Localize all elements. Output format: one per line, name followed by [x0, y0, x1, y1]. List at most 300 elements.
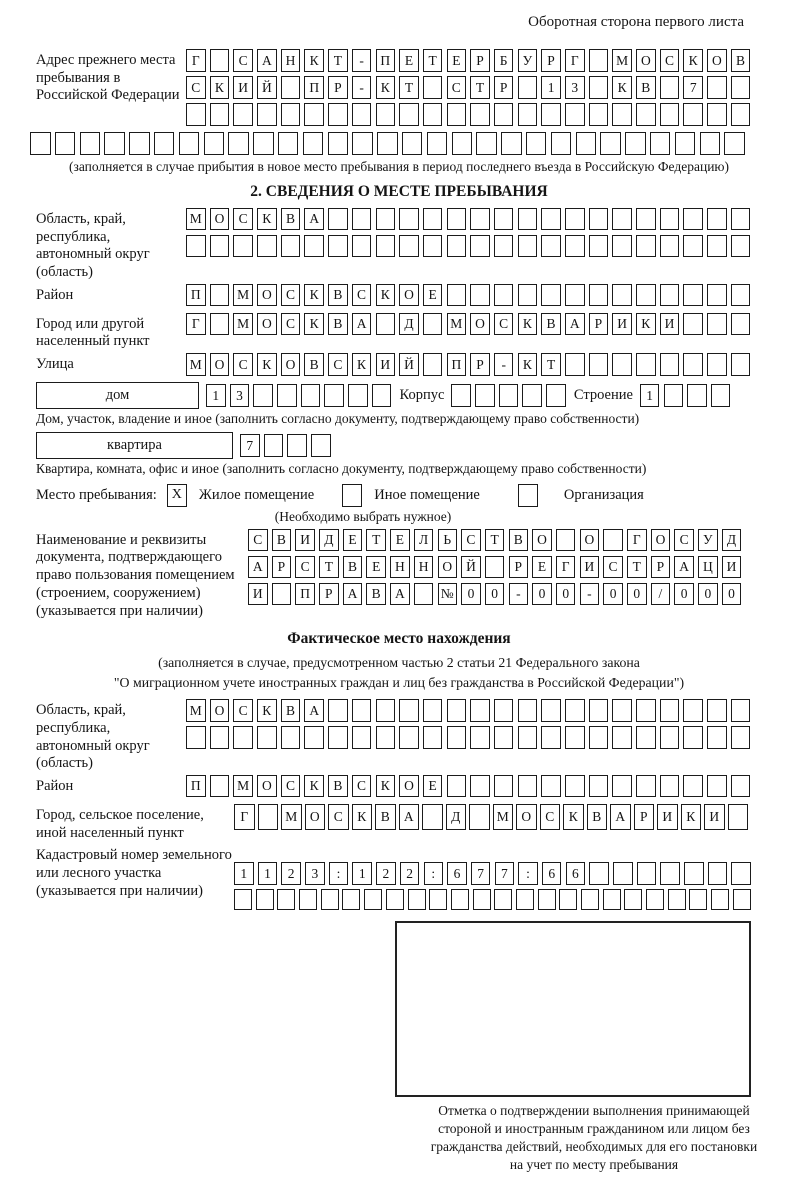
char-cell[interactable]: Т: [423, 49, 443, 72]
char-cell[interactable]: В: [281, 699, 301, 722]
char-cell[interactable]: [233, 235, 253, 258]
char-cell[interactable]: [660, 699, 680, 722]
char-cell[interactable]: [328, 699, 348, 722]
char-cell[interactable]: [660, 775, 680, 798]
char-cell[interactable]: К: [376, 775, 396, 798]
char-cell[interactable]: В: [636, 76, 656, 99]
char-cell[interactable]: [258, 804, 279, 830]
char-cell[interactable]: 2: [400, 862, 420, 885]
char-cell[interactable]: Р: [328, 76, 348, 99]
char-cell[interactable]: [179, 132, 200, 155]
char-cell[interactable]: [565, 208, 585, 231]
char-cell[interactable]: [683, 235, 703, 258]
char-cell[interactable]: [476, 132, 497, 155]
char-cell[interactable]: -: [509, 583, 529, 606]
char-cell[interactable]: [636, 235, 656, 258]
char-cell[interactable]: [423, 699, 443, 722]
char-cell[interactable]: [707, 699, 727, 722]
char-cell[interactable]: [731, 208, 751, 231]
char-cell[interactable]: П: [304, 76, 324, 99]
char-cell[interactable]: [612, 775, 632, 798]
char-cell[interactable]: [612, 103, 632, 126]
char-cell[interactable]: Л: [414, 529, 434, 552]
char-cell[interactable]: [328, 103, 348, 126]
char-cell[interactable]: С: [328, 804, 349, 830]
char-cell[interactable]: [612, 208, 632, 231]
char-cell[interactable]: [636, 284, 656, 307]
char-cell[interactable]: [683, 208, 703, 231]
char-cell[interactable]: Г: [627, 529, 647, 552]
char-cell[interactable]: Б: [494, 49, 514, 72]
char-cell[interactable]: Р: [651, 556, 671, 579]
char-cell[interactable]: [281, 235, 301, 258]
char-cell[interactable]: [277, 384, 297, 407]
char-cell[interactable]: [683, 353, 703, 376]
char-cell[interactable]: :: [518, 862, 538, 885]
char-cell[interactable]: В: [343, 556, 363, 579]
char-cell[interactable]: [399, 103, 419, 126]
char-cell[interactable]: [402, 132, 423, 155]
char-cell[interactable]: [660, 353, 680, 376]
char-cell[interactable]: [55, 132, 76, 155]
char-cell[interactable]: [423, 313, 443, 336]
char-cell[interactable]: 6: [542, 862, 562, 885]
char-cell[interactable]: [559, 889, 577, 910]
char-cell[interactable]: [551, 132, 572, 155]
char-cell[interactable]: [518, 208, 538, 231]
char-cell[interactable]: [625, 132, 646, 155]
char-cell[interactable]: [684, 862, 704, 885]
char-cell[interactable]: [299, 889, 317, 910]
char-cell[interactable]: Г: [556, 556, 576, 579]
char-cell[interactable]: [470, 726, 490, 749]
char-cell[interactable]: [186, 235, 206, 258]
char-cell[interactable]: 1: [541, 76, 561, 99]
char-cell[interactable]: К: [636, 313, 656, 336]
char-cell[interactable]: К: [376, 284, 396, 307]
char-cell[interactable]: В: [375, 804, 396, 830]
char-cell[interactable]: С: [281, 775, 301, 798]
char-cell[interactable]: И: [660, 313, 680, 336]
char-cell[interactable]: А: [352, 313, 372, 336]
char-cell[interactable]: [204, 132, 225, 155]
char-cell[interactable]: [707, 775, 727, 798]
char-cell[interactable]: [494, 284, 514, 307]
char-cell[interactable]: [612, 235, 632, 258]
char-cell[interactable]: [731, 235, 751, 258]
char-cell[interactable]: 0: [556, 583, 576, 606]
char-cell[interactable]: Р: [541, 49, 561, 72]
char-cell[interactable]: 1: [352, 862, 372, 885]
char-cell[interactable]: М: [612, 49, 632, 72]
char-cell[interactable]: [603, 889, 621, 910]
char-cell[interactable]: О: [305, 804, 326, 830]
char-cell[interactable]: В: [328, 284, 348, 307]
char-cell[interactable]: [731, 76, 751, 99]
char-cell[interactable]: [731, 699, 751, 722]
char-cell[interactable]: [452, 132, 473, 155]
char-cell[interactable]: К: [376, 76, 396, 99]
char-cell[interactable]: [612, 699, 632, 722]
char-cell[interactable]: [451, 384, 471, 407]
char-cell[interactable]: [613, 862, 633, 885]
char-cell[interactable]: [541, 103, 561, 126]
char-cell[interactable]: Е: [399, 49, 419, 72]
char-cell[interactable]: И: [295, 529, 315, 552]
char-cell[interactable]: Е: [366, 556, 386, 579]
char-cell[interactable]: [660, 862, 680, 885]
char-cell[interactable]: [707, 284, 727, 307]
char-cell[interactable]: [256, 889, 274, 910]
char-cell[interactable]: [526, 132, 547, 155]
char-cell[interactable]: Т: [319, 556, 339, 579]
char-cell[interactable]: 2: [376, 862, 396, 885]
char-cell[interactable]: [470, 775, 490, 798]
char-cell[interactable]: 1: [640, 384, 660, 407]
char-cell[interactable]: [186, 103, 206, 126]
char-cell[interactable]: М: [233, 284, 253, 307]
char-cell[interactable]: [707, 353, 727, 376]
char-cell[interactable]: Д: [722, 529, 742, 552]
char-cell[interactable]: А: [248, 556, 268, 579]
char-cell[interactable]: М: [186, 699, 206, 722]
char-cell[interactable]: К: [352, 353, 372, 376]
char-cell[interactable]: [342, 889, 360, 910]
char-cell[interactable]: Й: [461, 556, 481, 579]
char-cell[interactable]: 0: [627, 583, 647, 606]
char-cell[interactable]: [711, 384, 731, 407]
char-cell[interactable]: [589, 775, 609, 798]
char-cell[interactable]: [612, 284, 632, 307]
char-cell[interactable]: [683, 313, 703, 336]
char-cell[interactable]: [660, 103, 680, 126]
char-cell[interactable]: О: [399, 284, 419, 307]
char-cell[interactable]: 7: [683, 76, 703, 99]
char-cell[interactable]: [427, 132, 448, 155]
char-cell[interactable]: М: [493, 804, 514, 830]
char-cell[interactable]: П: [376, 49, 396, 72]
char-cell[interactable]: Д: [446, 804, 467, 830]
char-cell[interactable]: [636, 208, 656, 231]
char-cell[interactable]: [429, 889, 447, 910]
char-cell[interactable]: [700, 132, 721, 155]
char-cell[interactable]: [650, 132, 671, 155]
char-cell[interactable]: С: [233, 49, 253, 72]
char-cell[interactable]: :: [329, 862, 349, 885]
char-cell[interactable]: [376, 699, 396, 722]
char-cell[interactable]: [668, 889, 686, 910]
char-cell[interactable]: С: [281, 284, 301, 307]
char-cell[interactable]: К: [304, 49, 324, 72]
char-cell[interactable]: [494, 889, 512, 910]
char-cell[interactable]: И: [580, 556, 600, 579]
char-cell[interactable]: О: [281, 353, 301, 376]
char-cell[interactable]: [683, 726, 703, 749]
char-cell[interactable]: А: [304, 208, 324, 231]
char-cell[interactable]: С: [233, 208, 253, 231]
char-cell[interactable]: [541, 284, 561, 307]
char-cell[interactable]: [352, 699, 372, 722]
checkbox-organization[interactable]: [518, 484, 538, 507]
char-cell[interactable]: О: [210, 208, 230, 231]
char-cell[interactable]: -: [352, 49, 372, 72]
char-cell[interactable]: [210, 235, 230, 258]
char-cell[interactable]: [494, 235, 514, 258]
char-cell[interactable]: С: [186, 76, 206, 99]
char-cell[interactable]: [731, 103, 751, 126]
char-cell[interactable]: [253, 384, 273, 407]
char-cell[interactable]: [423, 235, 443, 258]
char-cell[interactable]: [257, 726, 277, 749]
char-cell[interactable]: Д: [399, 313, 419, 336]
char-cell[interactable]: [581, 889, 599, 910]
char-cell[interactable]: О: [210, 353, 230, 376]
char-cell[interactable]: [556, 529, 576, 552]
char-cell[interactable]: [711, 889, 729, 910]
char-cell[interactable]: [707, 726, 727, 749]
char-cell[interactable]: [301, 384, 321, 407]
char-cell[interactable]: С: [603, 556, 623, 579]
char-cell[interactable]: О: [516, 804, 537, 830]
char-cell[interactable]: Г: [186, 313, 206, 336]
char-cell[interactable]: [303, 132, 324, 155]
char-cell[interactable]: А: [565, 313, 585, 336]
char-cell[interactable]: К: [681, 804, 702, 830]
char-cell[interactable]: М: [186, 208, 206, 231]
char-cell[interactable]: О: [470, 313, 490, 336]
char-cell[interactable]: [447, 235, 467, 258]
char-cell[interactable]: [518, 726, 538, 749]
char-cell[interactable]: [451, 889, 469, 910]
char-cell[interactable]: [675, 132, 696, 155]
char-cell[interactable]: [470, 284, 490, 307]
char-cell[interactable]: М: [281, 804, 302, 830]
char-cell[interactable]: [304, 726, 324, 749]
char-cell[interactable]: [423, 726, 443, 749]
char-cell[interactable]: О: [636, 49, 656, 72]
char-cell[interactable]: [516, 889, 534, 910]
char-cell[interactable]: Р: [470, 49, 490, 72]
char-cell[interactable]: [518, 235, 538, 258]
char-cell[interactable]: [386, 889, 404, 910]
char-cell[interactable]: [541, 235, 561, 258]
char-cell[interactable]: М: [233, 313, 253, 336]
char-cell[interactable]: [348, 384, 368, 407]
char-cell[interactable]: [233, 103, 253, 126]
char-cell[interactable]: [589, 76, 609, 99]
checkbox-residential[interactable]: X: [167, 484, 187, 507]
char-cell[interactable]: А: [343, 583, 363, 606]
char-cell[interactable]: [328, 208, 348, 231]
char-cell[interactable]: [281, 76, 301, 99]
char-cell[interactable]: [501, 132, 522, 155]
char-cell[interactable]: Ь: [438, 529, 458, 552]
char-cell[interactable]: Ц: [698, 556, 718, 579]
char-cell[interactable]: С: [233, 699, 253, 722]
char-cell[interactable]: О: [532, 529, 552, 552]
char-cell[interactable]: К: [257, 208, 277, 231]
char-cell[interactable]: [522, 384, 542, 407]
char-cell[interactable]: Р: [589, 313, 609, 336]
char-cell[interactable]: 1: [258, 862, 278, 885]
char-cell[interactable]: [352, 103, 372, 126]
char-cell[interactable]: [637, 862, 657, 885]
char-cell[interactable]: [422, 804, 443, 830]
char-cell[interactable]: [264, 434, 284, 457]
char-cell[interactable]: А: [390, 583, 410, 606]
char-cell[interactable]: [612, 353, 632, 376]
char-cell[interactable]: У: [698, 529, 718, 552]
char-cell[interactable]: А: [610, 804, 631, 830]
char-cell[interactable]: В: [304, 353, 324, 376]
char-cell[interactable]: [447, 775, 467, 798]
char-cell[interactable]: 0: [532, 583, 552, 606]
char-cell[interactable]: П: [186, 284, 206, 307]
char-cell[interactable]: [281, 726, 301, 749]
char-cell[interactable]: [707, 208, 727, 231]
char-cell[interactable]: С: [660, 49, 680, 72]
char-cell[interactable]: [636, 353, 656, 376]
char-cell[interactable]: [660, 208, 680, 231]
char-cell[interactable]: С: [494, 313, 514, 336]
char-cell[interactable]: [733, 889, 751, 910]
char-cell[interactable]: В: [328, 775, 348, 798]
char-cell[interactable]: [494, 726, 514, 749]
char-cell[interactable]: [636, 699, 656, 722]
char-cell[interactable]: [104, 132, 125, 155]
char-cell[interactable]: [278, 132, 299, 155]
char-cell[interactable]: [328, 235, 348, 258]
char-cell[interactable]: 0: [722, 583, 742, 606]
char-cell[interactable]: В: [281, 208, 301, 231]
char-cell[interactable]: В: [328, 313, 348, 336]
char-cell[interactable]: [518, 775, 538, 798]
char-cell[interactable]: С: [461, 529, 481, 552]
char-cell[interactable]: [724, 132, 745, 155]
char-cell[interactable]: 3: [565, 76, 585, 99]
char-cell[interactable]: [376, 208, 396, 231]
char-cell[interactable]: [210, 284, 230, 307]
char-cell[interactable]: А: [674, 556, 694, 579]
char-cell[interactable]: [565, 699, 585, 722]
char-cell[interactable]: [687, 384, 707, 407]
char-cell[interactable]: Й: [399, 353, 419, 376]
char-cell[interactable]: [636, 775, 656, 798]
char-cell[interactable]: [352, 208, 372, 231]
char-cell[interactable]: [447, 726, 467, 749]
char-cell[interactable]: [447, 103, 467, 126]
char-cell[interactable]: [707, 235, 727, 258]
char-cell[interactable]: [447, 284, 467, 307]
char-cell[interactable]: [470, 208, 490, 231]
char-cell[interactable]: В: [509, 529, 529, 552]
char-cell[interactable]: [377, 132, 398, 155]
char-cell[interactable]: И: [376, 353, 396, 376]
char-cell[interactable]: [328, 132, 349, 155]
char-cell[interactable]: О: [257, 313, 277, 336]
char-cell[interactable]: Е: [532, 556, 552, 579]
char-cell[interactable]: С: [352, 284, 372, 307]
char-cell[interactable]: [414, 583, 434, 606]
char-cell[interactable]: [328, 726, 348, 749]
char-cell[interactable]: Д: [319, 529, 339, 552]
char-cell[interactable]: [470, 235, 490, 258]
char-cell[interactable]: [589, 862, 609, 885]
char-cell[interactable]: [731, 284, 751, 307]
char-cell[interactable]: [352, 132, 373, 155]
char-cell[interactable]: [589, 353, 609, 376]
char-cell[interactable]: №: [438, 583, 458, 606]
char-cell[interactable]: /: [651, 583, 671, 606]
char-cell[interactable]: [708, 862, 728, 885]
char-cell[interactable]: С: [233, 353, 253, 376]
char-cell[interactable]: Е: [343, 529, 363, 552]
char-cell[interactable]: 3: [305, 862, 325, 885]
char-cell[interactable]: [728, 804, 749, 830]
char-cell[interactable]: [234, 889, 252, 910]
char-cell[interactable]: [518, 699, 538, 722]
char-cell[interactable]: [423, 103, 443, 126]
char-cell[interactable]: [210, 103, 230, 126]
char-cell[interactable]: Е: [423, 284, 443, 307]
char-cell[interactable]: Т: [399, 76, 419, 99]
char-cell[interactable]: [470, 103, 490, 126]
char-cell[interactable]: Р: [319, 583, 339, 606]
char-cell[interactable]: О: [438, 556, 458, 579]
char-cell[interactable]: К: [563, 804, 584, 830]
char-cell[interactable]: [707, 313, 727, 336]
char-cell[interactable]: [518, 284, 538, 307]
char-cell[interactable]: 2: [281, 862, 301, 885]
char-cell[interactable]: [210, 49, 230, 72]
char-cell[interactable]: [233, 726, 253, 749]
char-cell[interactable]: И: [233, 76, 253, 99]
char-cell[interactable]: [447, 699, 467, 722]
char-cell[interactable]: [210, 775, 230, 798]
char-cell[interactable]: [664, 384, 684, 407]
char-cell[interactable]: [518, 103, 538, 126]
char-cell[interactable]: [494, 208, 514, 231]
char-cell[interactable]: К: [518, 353, 538, 376]
char-cell[interactable]: [589, 699, 609, 722]
char-cell[interactable]: [399, 208, 419, 231]
char-cell[interactable]: М: [447, 313, 467, 336]
char-cell[interactable]: А: [304, 699, 324, 722]
char-cell[interactable]: [603, 529, 623, 552]
char-cell[interactable]: [408, 889, 426, 910]
char-cell[interactable]: [565, 235, 585, 258]
char-cell[interactable]: В: [731, 49, 751, 72]
char-cell[interactable]: Р: [509, 556, 529, 579]
char-cell[interactable]: О: [257, 284, 277, 307]
char-cell[interactable]: 7: [495, 862, 515, 885]
char-cell[interactable]: [589, 726, 609, 749]
char-cell[interactable]: [352, 235, 372, 258]
char-cell[interactable]: 1: [234, 862, 254, 885]
char-cell[interactable]: Р: [272, 556, 292, 579]
char-cell[interactable]: В: [587, 804, 608, 830]
char-cell[interactable]: [546, 384, 566, 407]
char-cell[interactable]: 3: [230, 384, 250, 407]
char-cell[interactable]: [518, 76, 538, 99]
char-cell[interactable]: М: [233, 775, 253, 798]
char-cell[interactable]: [589, 49, 609, 72]
char-cell[interactable]: Р: [634, 804, 655, 830]
char-cell[interactable]: М: [186, 353, 206, 376]
char-cell[interactable]: [731, 353, 751, 376]
checkbox-other-premises[interactable]: [342, 484, 362, 507]
char-cell[interactable]: П: [186, 775, 206, 798]
